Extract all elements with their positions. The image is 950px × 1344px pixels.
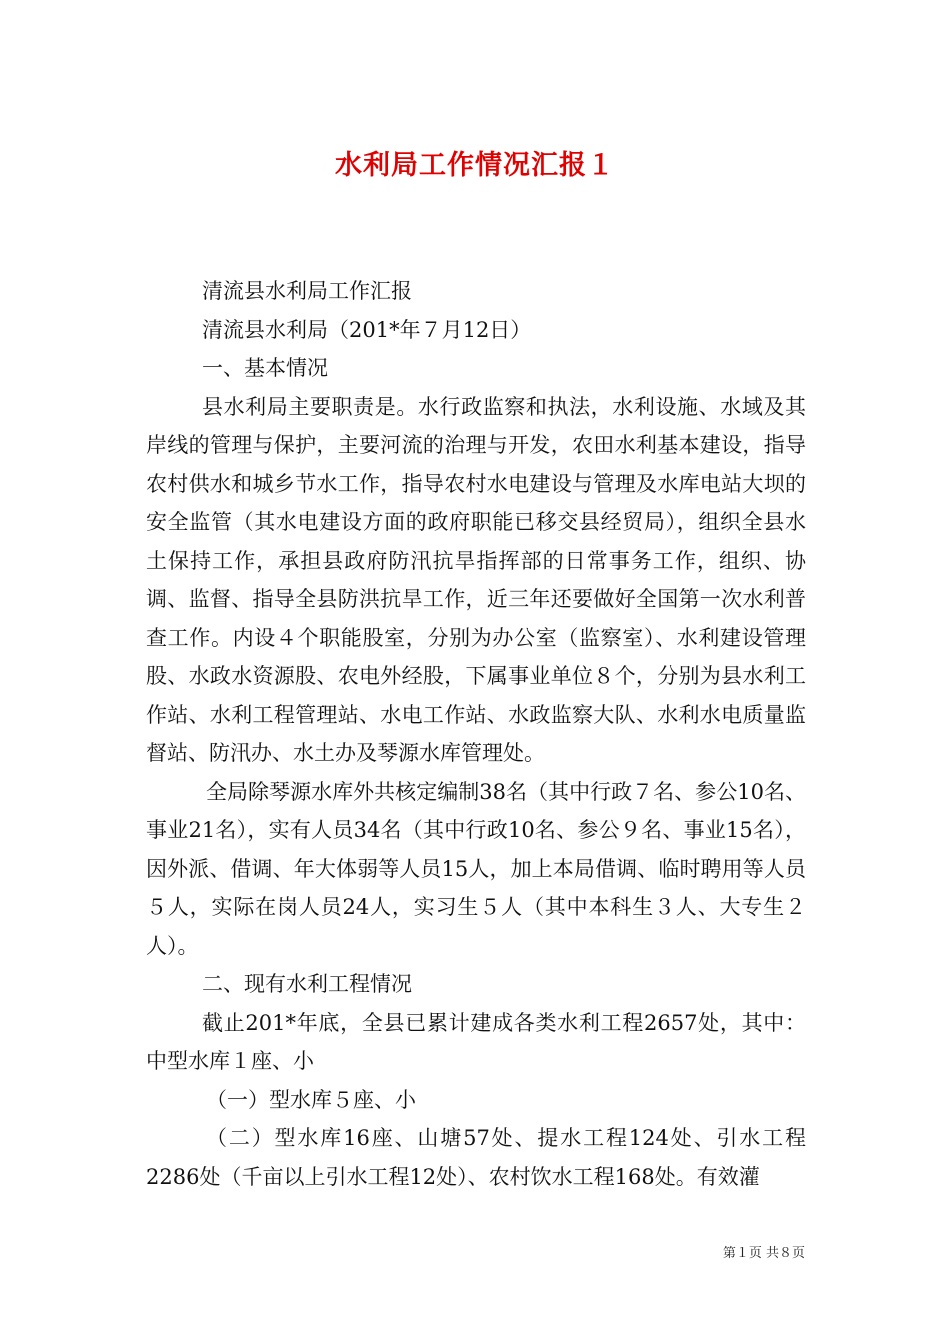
- page-title: 水利局工作情况汇报１: [335, 150, 615, 182]
- section-heading-projects: 二、现有水利工程情况: [202, 972, 412, 996]
- list-item-2: （二）型水库16座、山塘57处、提水工程124处、引水工程2286处（千亩以上引水工程12处）、农村饮水工程168处。有效灌: [146, 1126, 806, 1189]
- section-heading-basic: 一、基本情况: [202, 356, 328, 380]
- page-number: 第１页 共８页: [722, 1246, 805, 1261]
- list-item-1: （一）型水库５座、小: [206, 1087, 416, 1112]
- report-author-date: 清流县水利局（201*年７月12日）: [202, 317, 532, 342]
- paragraph-staffing: 全局除琴源水库外共核定编制38名（其中行政７名、参公10名、事业21名），实有人员34名（其中行政10名、参公９名、事业15名），因外派、借调、年大体弱等人员15人，加上本局借调、临时聘用等人员５人，实际在岗人员24人，实习生５人（其中本科生３人、大专生２人）。: [146, 779, 806, 958]
- paragraph-duties: 县水利局主要职责是。水行政监察和执法，水利设施、水域及其岸线的管理与保护，主要河流的治理与开发，农田水利基本建设，指导农村供水和城乡节水工作，指导农村水电建设与管理及水库电站大坝的安全监管（其水电建设方面的政府职能已移交县经贸局），组织全县水土保持工作，承担县政府防汛抗旱指挥部的日常事务工作，组织、协调、监督、指导全县防洪抗旱工作，近三年还要做好全国第一次水利普查工作。内设４个职能股室，分别为办公室（监察室）、水利建设管理股、水政水资源股、农电外经股，下属事业单位８个，分别为县水利工作站、水利工程管理站、水电工作站、水政监察大队、水利水电质量监督站、防汛办、水土办及琴源水库管理处。: [146, 394, 806, 765]
- report-heading: 清流县水利局工作汇报: [202, 279, 412, 303]
- document-body: [146, 272, 806, 1196]
- paragraph-projects: 截止201*年底，全县已累计建成各类水利工程2657处，其中：中型水库１座、小: [146, 1010, 806, 1073]
